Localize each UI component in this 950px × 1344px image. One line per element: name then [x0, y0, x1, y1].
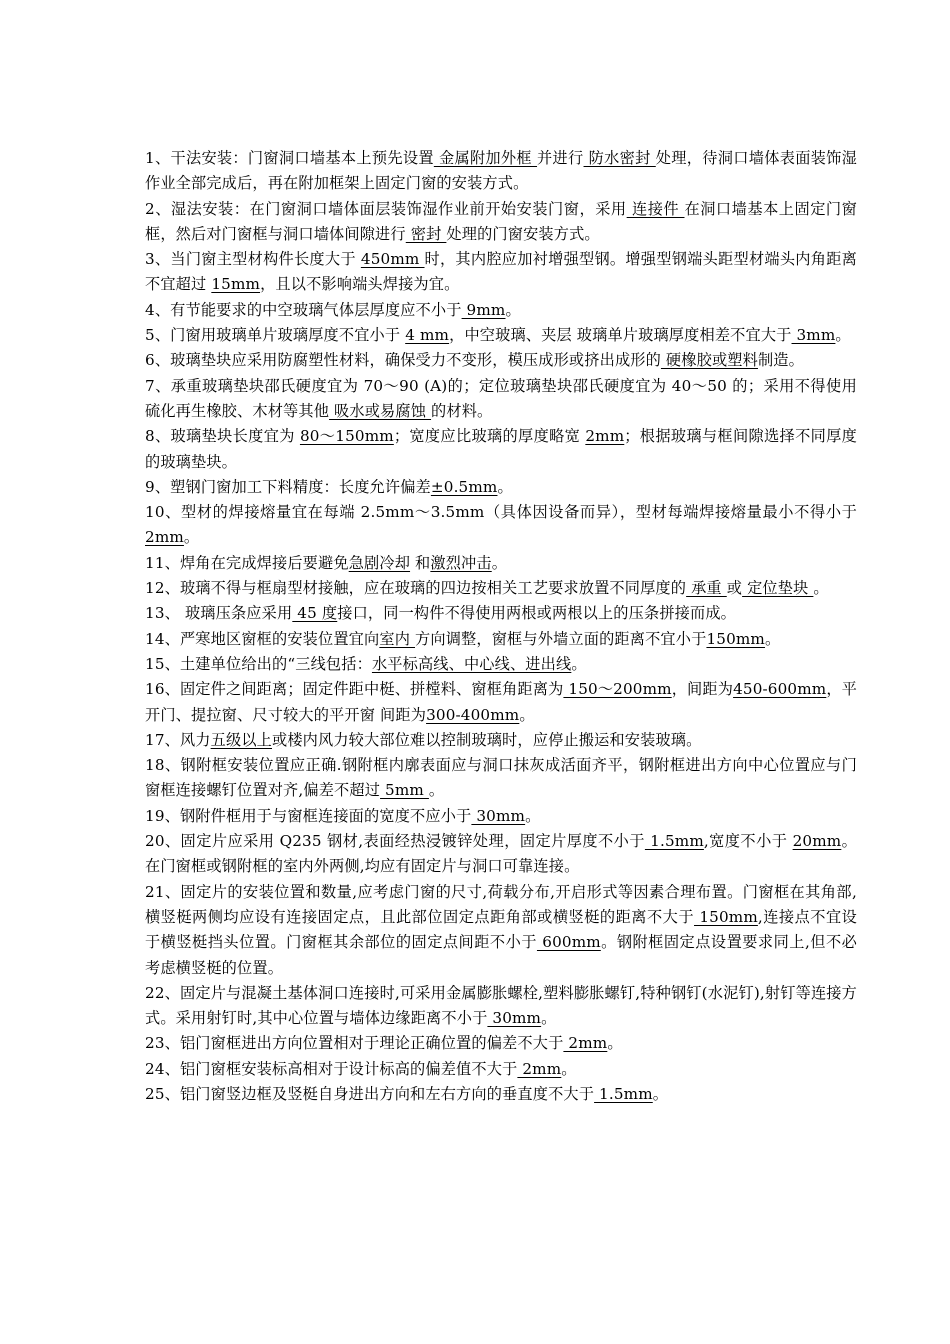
text-run: 。 [541, 1009, 557, 1028]
text-run: 处理的门窗安装方式。 [446, 224, 600, 243]
text-run: 1、干法安装：门窗洞口墙基本上预先设置 [145, 149, 434, 167]
item-22 [145, 981, 857, 1032]
underlined-answer: 9mm [461, 300, 506, 319]
text-run: 11、焊角在完成焊接后要避免 [145, 553, 349, 572]
underlined-answer: 激烈冲击 [430, 553, 492, 572]
underlined-answer: 金属附加外框 [433, 149, 538, 167]
underlined-answer: 吸水或易腐蚀 [329, 401, 432, 420]
underlined-answer: 防水密封 [583, 149, 656, 167]
text-run: 2、湿法安装：在门窗洞口墙体面层装饰湿作业前开始安装门窗，采用 [145, 199, 627, 218]
text-run: 24、铝门窗框安装标高相对于设计标高的偏差值不大于 [145, 1059, 518, 1078]
item-17 [145, 728, 857, 753]
text-run: 的材料。 [431, 401, 493, 420]
underlined-answer: 150mm [706, 629, 765, 648]
text-run: 处理，待洞口墙体表面装饰湿作业全部完成后，再在附加框架上固定门窗的安装方式。 [145, 149, 858, 193]
text-run: 。 [505, 300, 521, 319]
text-run: 和 [410, 553, 431, 572]
item-5 [145, 323, 857, 348]
text-run: ,宽度不小于 [703, 832, 793, 851]
text-run: 12、玻璃不得与框扇型材接触，应在玻璃的四边按相关工艺要求放置不同厚度的 [145, 579, 687, 598]
item-6 [145, 348, 857, 373]
text-run: 。 [813, 579, 829, 598]
text-run: 方向调整，窗框与外墙立面的距离不宜小于 [415, 629, 707, 648]
underlined-answer: 150mm [694, 907, 758, 926]
underlined-answer: 连接件 [626, 199, 685, 218]
underlined-answer: 2mm [517, 1059, 562, 1078]
underlined-answer: 30mm [471, 806, 526, 825]
underlined-answer: 30mm [487, 1009, 542, 1028]
text-run: 21、固定片的安装位置和数量,应考虑门窗的尺寸,荷载分布,开启形式等因素合理布置。门窗框在其角部,横竖梃两侧均应设有连接固定点，且此部位固定点距角部或横竖梃的距离不大于 [145, 882, 857, 926]
text-run: 。 [571, 654, 587, 673]
text-run: 8、玻璃垫块长度宜为 [145, 427, 300, 446]
text-run: 。 [183, 528, 200, 547]
underlined-answer: 2mm [145, 528, 184, 547]
text-run: 。 [835, 326, 851, 345]
item-4 [145, 298, 857, 323]
item-9 [145, 475, 857, 500]
text-run: 3、当门窗主型材构件长度大于 [145, 250, 361, 269]
text-run: 9、塑钢门窗加工下料精度：长度允许偏差 [145, 477, 431, 496]
underlined-answer: 3mm [791, 326, 836, 345]
text-run: 25、铝门窗竖边框及竖梃自身进出方向和左右方向的垂直度不大于 [145, 1084, 595, 1103]
underlined-answer: 450-600mm [733, 680, 827, 699]
item-2 [145, 197, 857, 248]
text-run: 7、承重玻璃垫块邵氏硬度宜为 70～90 (A)的；定位玻璃垫块邵氏硬度宜为 40～50 的；采用不得使用硫化再生橡胶、木材等其他 [145, 376, 857, 420]
item-14 [145, 627, 857, 652]
item-20 [145, 829, 857, 880]
item-1 [145, 146, 857, 197]
item-19 [145, 804, 857, 829]
text-run: 16、固定件之间距离；固定件距中梃、拼樘料、窗框角距离为 [145, 680, 564, 699]
text-run: 。 [519, 705, 535, 724]
text-run: 20、固定片应采用 Q235 钢材,表面经热浸镀锌处理，固定片厚度不小于 [145, 832, 645, 851]
underlined-answer: 80～150mm [299, 427, 394, 446]
text-run: 。 [428, 781, 445, 800]
document-body [145, 146, 857, 1107]
text-run: 23、铝门窗框进出方向位置相对于理论正确位置的偏差不大于 [145, 1034, 564, 1053]
item-16 [145, 677, 857, 728]
underlined-answer: 45 度 [292, 604, 338, 623]
underlined-answer: 2mm [585, 427, 625, 446]
underlined-answer: 五级以上 [210, 730, 272, 749]
text-run: ，且以不影响端头焊接为宜。 [260, 275, 460, 294]
text-run: 。 [491, 553, 508, 572]
item-23 [145, 1031, 857, 1056]
text-run: 。钢附框固定点设置要求同上,但不必考虑横竖梃的位置。 [145, 933, 857, 977]
underlined-answer: 5mm [380, 781, 429, 800]
text-run: 时，其内腔应加衬增强型钢。增强型钢端头距型材端头内角距离不宜超过 [145, 250, 857, 294]
text-run: 19、钢附件框用于与窗框连接面的宽度不应小于 [145, 806, 472, 825]
text-run: ,连接点不宜设于横竖梃挡头位置。门窗框其余部位的固定点间距不小于 [145, 907, 857, 952]
underlined-answer: 300-400mm [426, 705, 520, 724]
text-run: 。 [764, 629, 781, 648]
item-12 [145, 576, 857, 601]
text-run: 。在门窗框或钢附框的室内外两侧,均应有固定片与洞口可靠连接。 [145, 832, 857, 876]
text-run: 18、钢附框安装位置应正确.钢附框内廓表面应与洞口抹灰成活面齐平，钢附框进出方向中心位置应与门窗框连接螺钉位置对齐,偏差不超过 [145, 756, 857, 800]
item-11 [145, 551, 857, 576]
underlined-answer: ±0.5mm [430, 477, 498, 496]
text-run: 。 [561, 1059, 577, 1078]
underlined-answer: 20mm [792, 832, 842, 851]
text-run: 。 [607, 1034, 623, 1053]
item-10 [145, 500, 857, 551]
underlined-answer: 1.5mm [644, 832, 704, 851]
underlined-answer: 定位垫块 [742, 579, 814, 598]
item-13 [145, 601, 857, 626]
text-run: 制造。 [757, 351, 804, 370]
underlined-answer: 水平标高线、中心线、进出线 [371, 654, 572, 673]
item-25 [145, 1082, 857, 1107]
text-run: 22、固定片与混凝土基体洞口连接时,可采用金属膨胀螺栓,塑料膨胀螺钉,特种钢钉(水泥钉),射钉等连接方式。采用射钉时,其中心位置与墙体边缘距离不小于 [145, 983, 857, 1028]
item-18 [145, 753, 857, 804]
text-run: 或楼内风力较大部位难以控制玻璃时，应停止搬运和安装玻璃。 [272, 730, 702, 749]
text-run: 。 [652, 1084, 669, 1103]
underlined-answer: 150～200mm [563, 680, 672, 699]
text-run: 10、型材的焊接熔量宜在每端 2.5mm～3.5mm（具体因设备而异），型材每端焊接熔量最小不得小于 [145, 503, 857, 522]
text-run: ；根据玻璃与框间隙选择不同厚度的玻璃垫块。 [145, 427, 858, 471]
underlined-answer: 硬橡胶或塑料 [660, 351, 758, 370]
underlined-answer: 2mm [563, 1034, 608, 1053]
item-21 [145, 880, 857, 981]
text-run: 或 [726, 579, 743, 598]
text-run: ，间距为 [671, 680, 734, 699]
text-run: ，中空玻璃、夹层 玻璃单片玻璃厚度相差不宜大于 [449, 326, 792, 345]
underlined-answer: 1.5mm [594, 1084, 653, 1103]
text-run: 并进行 [537, 149, 584, 167]
text-run: 6、玻璃垫块应采用防腐塑性材料，确保受力不变形，模压成形或挤出成形的 [145, 351, 661, 370]
text-run: 接口，同一构件不得使用两根或两根以上的压条拼接而成。 [337, 604, 737, 623]
underlined-answer: 承重 [686, 579, 727, 598]
item-7 [145, 374, 857, 425]
item-3 [145, 247, 857, 298]
item-15 [145, 652, 857, 677]
item-8 [145, 424, 857, 475]
underlined-answer: 15mm [211, 275, 261, 294]
text-run: 4、有节能要求的中空玻璃气体层厚度应不小于 [145, 300, 462, 319]
text-run: 13、 玻璃压条应采用 [145, 604, 293, 623]
text-run: ，平开门、提拉窗、尺寸较大的平开窗 间距为 [145, 680, 858, 724]
text-run: 。 [497, 477, 513, 496]
underlined-answer: 600mm [536, 933, 601, 952]
text-run: ；宽度应比玻璃的厚度略宽 [393, 427, 586, 446]
text-run: 17、风力 [145, 730, 211, 749]
text-run: 15、土建单位给出的“三线包括： [145, 654, 372, 673]
underlined-answer: 密封 [405, 224, 447, 243]
underlined-answer: 室内 [379, 629, 416, 648]
text-run: 。 [525, 806, 541, 825]
underlined-answer: 急剧冷却 [348, 553, 411, 572]
item-24 [145, 1057, 857, 1082]
underlined-answer: 450mm [360, 250, 425, 269]
text-run: 在洞口墙基本上固定门窗 框，然后对门窗框与洞口墙体间隙进行 [145, 199, 857, 243]
underlined-answer: 4 mm [405, 326, 450, 345]
text-run: 14、严寒地区窗框的安装位置宜向 [145, 629, 380, 648]
text-run: 5、门窗用玻璃单片玻璃厚度不宜小于 [145, 326, 406, 345]
